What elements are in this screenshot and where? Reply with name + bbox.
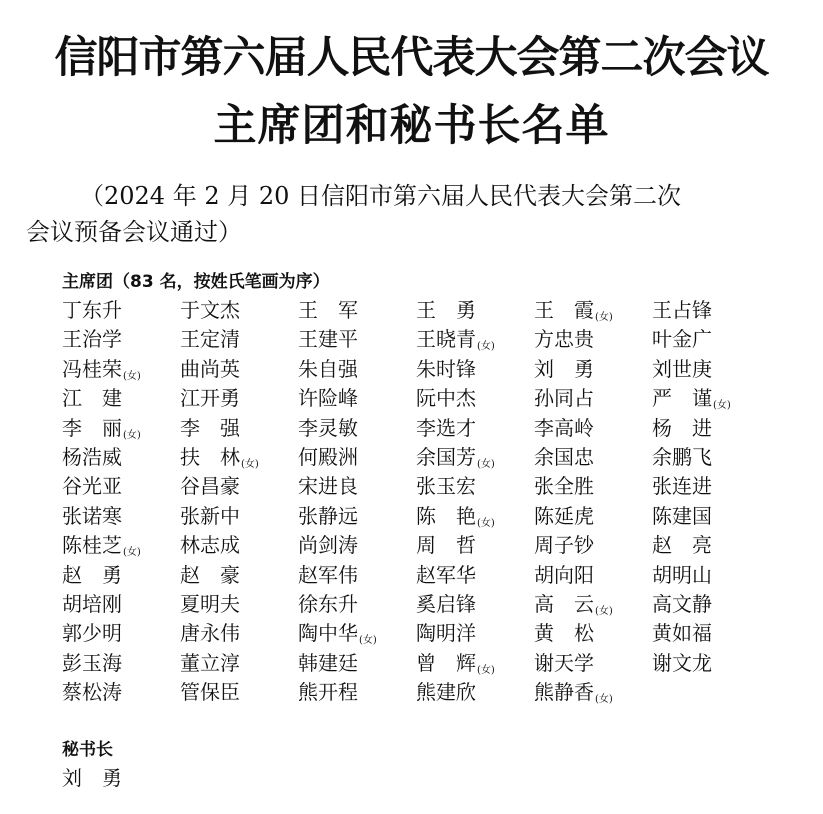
member-name [652, 325, 770, 354]
member-name [534, 325, 652, 354]
member-name-text: 胡明山 [652, 562, 712, 587]
female-marker: (女) [595, 605, 613, 617]
member-name-text: 周子钞 [534, 533, 594, 558]
member-name [62, 649, 180, 678]
member-name-text: 郭少明 [62, 621, 122, 646]
member-name [180, 355, 298, 384]
member-name [62, 414, 180, 443]
member-name [416, 296, 534, 325]
member-name [534, 561, 652, 590]
member-name [180, 472, 298, 501]
member-name-text: 熊建欣 [416, 680, 476, 705]
member-name [416, 443, 534, 472]
document-title-line-1: 信阳市第六届人民代表大会第二次会议 [54, 33, 769, 83]
member-name-text: 胡向阳 [534, 562, 594, 587]
member-name-text: 余鹏飞 [652, 444, 712, 469]
member-name [62, 590, 180, 619]
member-name-text: 张新中 [180, 503, 240, 528]
member-name-text: 陶中华 [298, 621, 358, 646]
member-name-text: 王 军 [298, 298, 358, 322]
female-marker: (女) [477, 458, 495, 470]
member-name-text: 唐永伟 [180, 621, 240, 646]
member-name-text: 熊开程 [298, 680, 358, 705]
member-name [180, 619, 298, 648]
member-name-text: 赵军华 [416, 562, 476, 587]
member-name-text: 李选才 [416, 415, 476, 440]
member-name-text: 夏明夫 [180, 591, 240, 616]
member-name [416, 678, 534, 707]
member-name-text: 王 霞 [534, 298, 594, 322]
member-name-text: 管保臣 [180, 680, 240, 705]
member-name [62, 296, 180, 325]
member-name-text: 张全胜 [534, 474, 594, 499]
member-name [534, 296, 652, 325]
member-name [534, 590, 652, 619]
member-name [298, 649, 416, 678]
member-name-text: 谷昌豪 [180, 474, 240, 499]
member-name [298, 443, 416, 472]
member-name-text: 周 哲 [416, 533, 476, 558]
member-name-text: 刘 勇 [534, 356, 594, 381]
member-name-text: 江 建 [62, 386, 122, 411]
member-name-text: 方忠贵 [534, 327, 594, 352]
member-name [62, 384, 180, 413]
member-name [534, 531, 652, 560]
member-name [298, 590, 416, 619]
member-name-text: 谢文龙 [652, 650, 712, 675]
member-name [180, 296, 298, 325]
member-name-text: 胡培刚 [62, 591, 122, 616]
secretary-general-heading: 秘书长 [62, 740, 113, 760]
female-marker: (女) [241, 458, 259, 470]
member-name-text: 谢天学 [534, 650, 594, 675]
member-name-text: 黄 松 [534, 621, 594, 646]
member-name-text: 张连进 [652, 474, 712, 499]
member-name [534, 619, 652, 648]
member-name [652, 443, 770, 472]
member-name [298, 414, 416, 443]
member-name-text: 张玉宏 [416, 474, 476, 499]
female-marker: (女) [477, 341, 495, 353]
female-marker: (女) [595, 312, 613, 323]
member-name-text: 叶金广 [652, 327, 712, 352]
member-name [298, 325, 416, 354]
member-name [534, 502, 652, 531]
member-name [180, 531, 298, 560]
presidium-heading: 主席团（83 名，按姓氏笔画为序） [62, 272, 330, 292]
member-name [416, 325, 534, 354]
female-marker: (女) [123, 370, 141, 382]
member-name [62, 678, 180, 707]
member-name-text: 奚启锋 [416, 591, 476, 616]
member-name [652, 502, 770, 531]
member-name [62, 472, 180, 501]
member-name-text: 丁东升 [62, 298, 122, 322]
member-name [298, 561, 416, 590]
member-name [534, 443, 652, 472]
member-name [534, 414, 652, 443]
member-name [416, 561, 534, 590]
member-name-text: 王 勇 [416, 298, 476, 322]
member-name-text: 杨 进 [652, 415, 712, 440]
member-name-text: 李高岭 [534, 415, 594, 440]
member-name-text: 江开勇 [180, 386, 240, 411]
member-name-text: 王占锋 [652, 298, 712, 322]
member-name-text: 朱时锋 [416, 356, 476, 381]
member-name-text: 陈 艳 [416, 503, 476, 528]
member-name [652, 649, 770, 678]
member-name-text: 林志成 [180, 533, 240, 558]
member-name [416, 414, 534, 443]
member-name-text: 冯桂荣 [62, 356, 122, 381]
member-name-text: 徐东升 [298, 591, 358, 616]
member-name-text: 朱自强 [298, 356, 358, 381]
member-name-text: 陈桂芝 [62, 533, 122, 558]
member-name [298, 355, 416, 384]
member-name [180, 649, 298, 678]
member-name-text: 赵 亮 [652, 533, 712, 558]
member-name-text: 刘世庚 [652, 356, 712, 381]
member-name-text: 张静远 [298, 503, 358, 528]
member-name-text: 杨浩威 [62, 444, 122, 469]
member-name [180, 384, 298, 413]
member-name [62, 443, 180, 472]
member-name [652, 561, 770, 590]
member-name-text: 赵 勇 [62, 562, 122, 587]
member-name-text: 余国忠 [534, 444, 594, 469]
member-name-text: 赵军伟 [298, 562, 358, 587]
member-name [652, 619, 770, 648]
member-name [416, 384, 534, 413]
female-marker: (女) [477, 664, 495, 676]
member-name [416, 502, 534, 531]
member-name [62, 325, 180, 354]
member-name-text: 赵 豪 [180, 562, 240, 587]
member-name [534, 384, 652, 413]
member-name [416, 590, 534, 619]
member-name [298, 502, 416, 531]
member-name [534, 678, 652, 707]
member-name [180, 502, 298, 531]
member-name-text: 于文杰 [180, 298, 240, 322]
member-name [416, 472, 534, 501]
presidium-member-list [62, 296, 782, 707]
member-name-text: 王晓青 [416, 327, 476, 352]
member-name-text: 陈建国 [652, 503, 712, 528]
secretary-general-name: 刘 勇 [62, 766, 122, 790]
member-name [62, 355, 180, 384]
member-name-text: 高文静 [652, 591, 712, 616]
member-name-text: 黄如福 [652, 621, 712, 646]
adoption-note-line-2: 会议预备会议通过） [26, 218, 242, 246]
member-name-text: 尚剑涛 [298, 533, 358, 558]
female-marker: (女) [123, 429, 141, 441]
member-name [416, 619, 534, 648]
member-name-text: 阮中杰 [416, 386, 476, 411]
member-name [416, 531, 534, 560]
member-name-text: 彭玉海 [62, 650, 122, 675]
member-name-text: 李 丽 [62, 415, 122, 440]
member-name-text: 韩建廷 [298, 650, 358, 675]
member-name [180, 678, 298, 707]
member-name [534, 355, 652, 384]
member-name-text: 余国芳 [416, 444, 476, 469]
member-name-text: 李灵敏 [298, 415, 358, 440]
member-name-text: 蔡松涛 [62, 680, 122, 705]
member-name [298, 531, 416, 560]
member-name [62, 561, 180, 590]
member-name [62, 531, 180, 560]
member-name [652, 384, 770, 413]
female-marker: (女) [477, 517, 495, 529]
member-name-text: 曾 辉 [416, 650, 476, 675]
member-name-text: 许险峰 [298, 386, 358, 411]
member-name [298, 678, 416, 707]
member-name-text: 张诺寒 [62, 503, 122, 528]
member-name [62, 619, 180, 648]
member-name-text: 高 云 [534, 591, 594, 616]
member-name [298, 619, 416, 648]
member-name [652, 414, 770, 443]
member-name-text: 陶明洋 [416, 621, 476, 646]
female-marker: (女) [713, 400, 731, 412]
member-name [416, 649, 534, 678]
member-name-text: 王建平 [298, 327, 358, 352]
member-name [298, 296, 416, 325]
member-name-text: 王定清 [180, 327, 240, 352]
member-name [652, 296, 770, 325]
female-marker: (女) [359, 635, 377, 647]
member-name-text: 孙同占 [534, 386, 594, 411]
female-marker: (女) [123, 547, 141, 559]
member-name [652, 531, 770, 560]
female-marker: (女) [595, 694, 613, 706]
member-name-text: 熊静香 [534, 680, 594, 705]
member-name [298, 472, 416, 501]
member-name [180, 443, 298, 472]
member-name [652, 590, 770, 619]
member-name [534, 649, 652, 678]
adoption-note-line-1: （2024 年 2 月 20 日信阳市第六届人民代表大会第二次 [80, 182, 682, 210]
member-name-text: 王治学 [62, 327, 122, 352]
member-name [534, 472, 652, 501]
document-title-line-2: 主席团和秘书长名单 [213, 101, 610, 151]
member-name [180, 414, 298, 443]
member-name-text: 陈延虎 [534, 503, 594, 528]
member-name [652, 355, 770, 384]
member-name-text: 董立淳 [180, 650, 240, 675]
member-name [180, 590, 298, 619]
member-name [62, 502, 180, 531]
member-name [180, 561, 298, 590]
member-name-text: 谷光亚 [62, 474, 122, 499]
member-name-text: 何殿洲 [298, 444, 358, 469]
member-name-text: 曲尚英 [180, 356, 240, 381]
member-name [416, 355, 534, 384]
member-name-text: 严 谨 [652, 386, 712, 411]
member-name-text: 扶 林 [180, 444, 240, 469]
member-name-text: 李 强 [180, 415, 240, 440]
member-name-text: 宋进良 [298, 474, 358, 499]
member-name [180, 325, 298, 354]
member-name [298, 384, 416, 413]
member-name [652, 472, 770, 501]
